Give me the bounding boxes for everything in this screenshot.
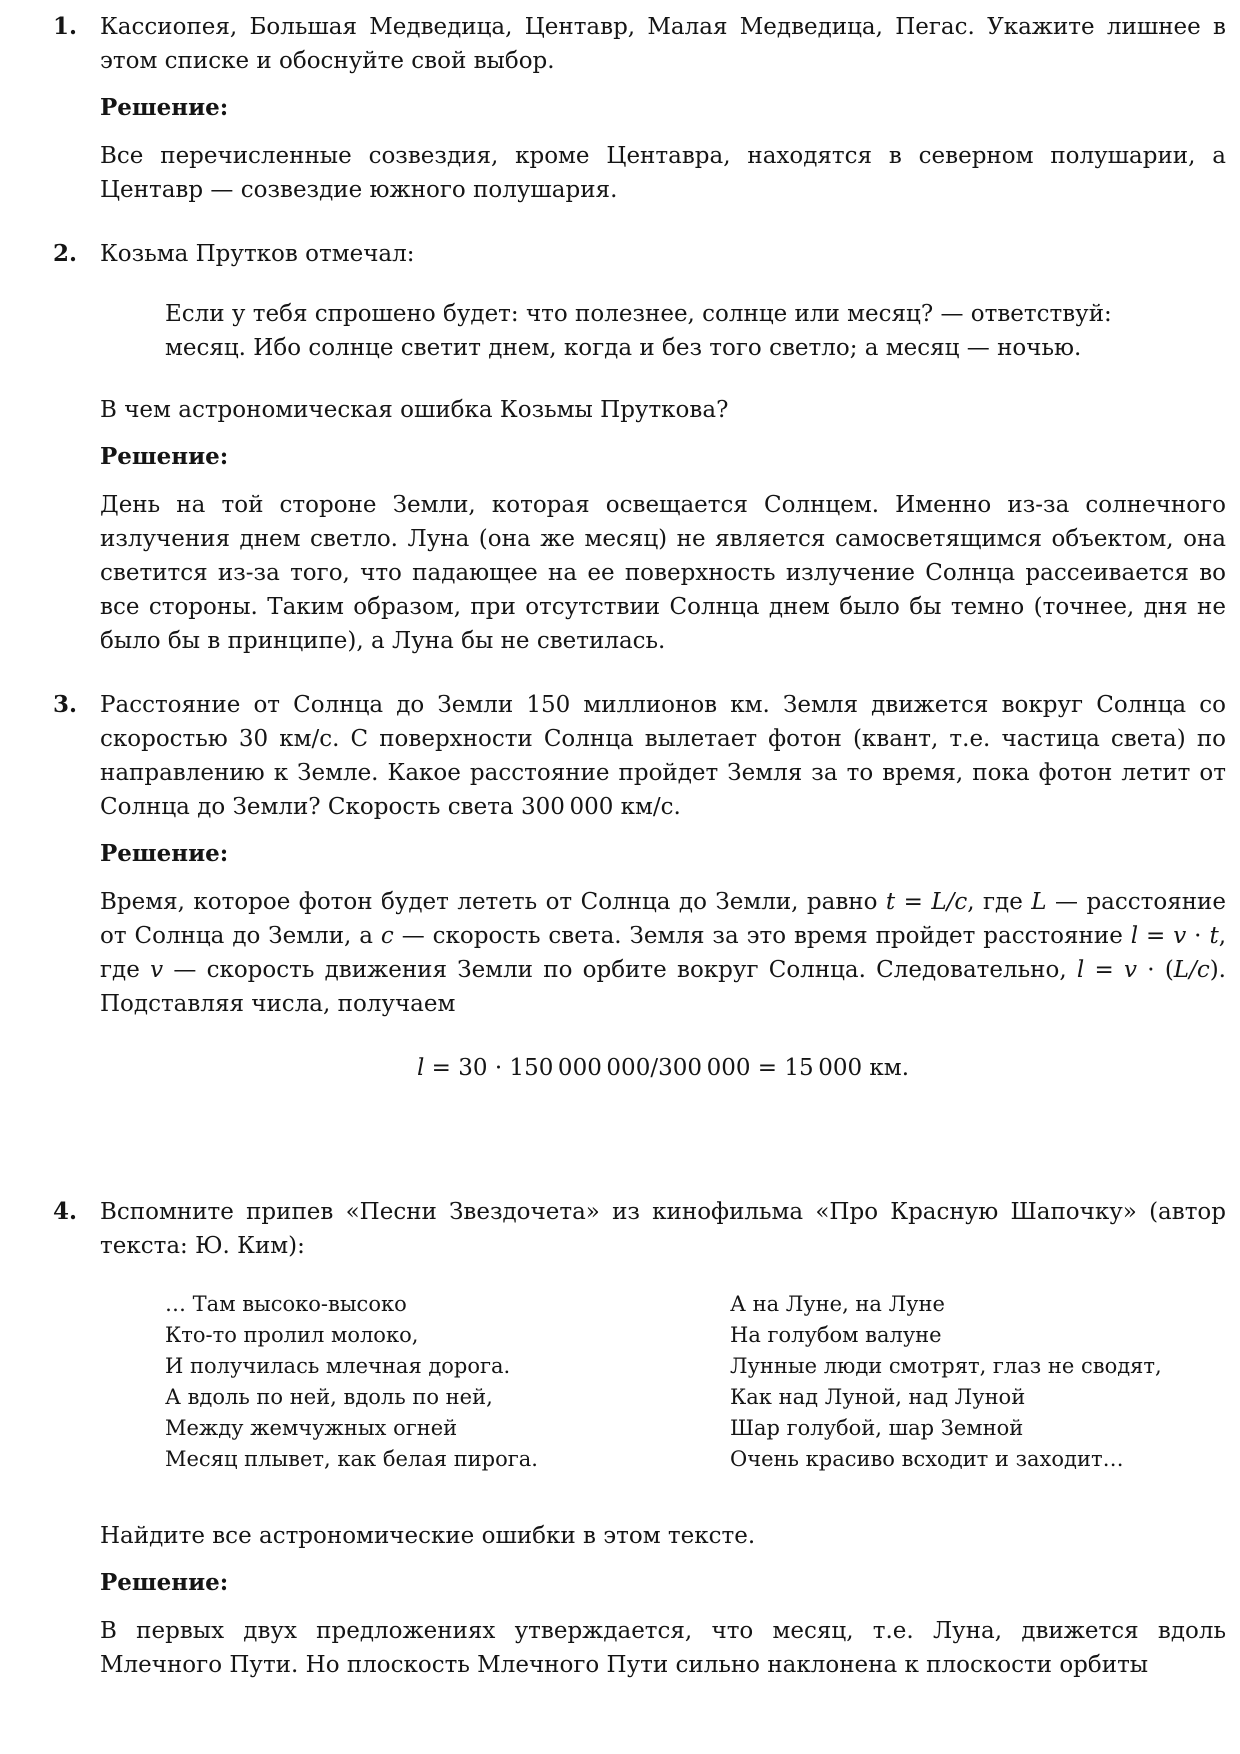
problem-2-quote: Если у тебя спрошено будет: что полезнее, солнце или месяц? — ответствуй: месяц. Ибо солнце светит днем, когда и без того светло; а месяц — ночью. (165, 301, 1112, 361)
problem-4-number: 4. (53, 1198, 78, 1225)
problem-3 (53, 688, 1227, 1085)
problem-2-question: В чем астрономическая ошибка Козьмы Пруткова? (100, 397, 729, 423)
problem-1-statement: Кассиопея, Большая Медведица, Центавр, Малая Медведица, Пегас. Укажите лишнее в этом списке и обоснуйте свой выбор. (100, 14, 1226, 74)
problem-2 (53, 237, 1226, 658)
problem-3-solution-text: Время, которое фотон будет лететь от Солнца до Земли, равно t = L/c, где L — расстояние от Солнца до Земли, а c — скорость света. Земля за это время пройдет расстояние l = v · t, где v — скорость движения Земли по орбите вокруг Солнца. Следовательно, l = v · (L/c). Подставляя числа, получаем (100, 889, 1227, 1017)
problem-2-solution-text: День на той стороне Земли, которая освещается Солнцем. Именно из-за солнечного излучения днем светло. Луна (она же месяц) не является самосветящимся объектом, она светится из-за того, что падающее на ее поверхность излучение Солнца рассеивается во все стороны. Таким образом, при отсутствии Солнца днем было бы темно (точнее, дня не было бы в принципе), а Луна бы не светилась. (100, 492, 1226, 654)
problem-3-solution-heading: Решение: (100, 840, 229, 867)
verse-line: А на Луне, на Луне (730, 1292, 945, 1316)
verse-column-left (165, 1289, 730, 1475)
verse-line: Как над Луной, над Луной (730, 1385, 1026, 1409)
verse-line: Лунные люди смотрят, глаз не сводят, (730, 1354, 1162, 1378)
verse-line: Месяц плывет, как белая пирога. (165, 1447, 538, 1471)
problem-4-statement: Вспомните припев «Песни Звездочета» из кинофильма «Про Красную Шапочку» (автор текста: Ю. Ким): (100, 1199, 1226, 1259)
problem-4-solution-text: В первых двух предложениях утверждается, что месяц, т.е. Луна, движется вдоль Млечного Пути. Но плоскость Млечного Пути сильно наклонена к плоскости орбиты (100, 1618, 1226, 1678)
problem-1-solution-text: Все перечисленные созвездия, кроме Центавра, находятся в северном полушарии, а Центавр — созвездие южного полушария. (100, 143, 1226, 203)
problem-3-number: 3. (53, 691, 78, 718)
verse-line: Между жемчужных огней (165, 1416, 458, 1440)
problem-3-statement: Расстояние от Солнца до Земли 150 миллионов км. Земля движется вокруг Солнца со скоростью 30 км/с. С поверхности Солнца вылетает фотон (квант, т.е. частица света) по направлению к Земле. Какое расстояние пройдет Земля за то время, пока фотон летит от Солнца до Земли? Скорость света 300 000 км/с. (100, 692, 1226, 820)
problem-2-number: 2. (53, 240, 78, 267)
verse-line: … Там высоко-высоко (165, 1292, 407, 1316)
verse-line: Шар голубой, шар Земной (730, 1416, 1024, 1440)
problem-1 (53, 10, 1226, 207)
verse-column-right (730, 1289, 1226, 1475)
problem-1-number: 1. (53, 13, 78, 40)
verse-line: И получилась млечная дорога. (165, 1354, 511, 1378)
problem-4-solution-heading: Решение: (100, 1569, 229, 1596)
problem-1-solution-heading: Решение: (100, 94, 229, 121)
problem-2-solution-heading: Решение: (100, 443, 229, 470)
problem-4 (53, 1195, 1226, 1682)
verse-line: Кто-то пролил молоко, (165, 1323, 419, 1347)
verse-line: Очень красиво всходит и заходит… (730, 1447, 1124, 1471)
verse-line: А вдоль по ней, вдоль по ней, (165, 1385, 493, 1409)
problem-2-statement: Козьма Прутков отмечал: (100, 241, 415, 267)
problem-4-question: Найдите все астрономические ошибки в этом тексте. (100, 1523, 756, 1549)
verse-line: На голубом валуне (730, 1323, 942, 1347)
song-verses (165, 1289, 1226, 1475)
problem-3-formula: l = 30 · 150 000 000/300 000 = 15 000 км. (416, 1055, 910, 1081)
